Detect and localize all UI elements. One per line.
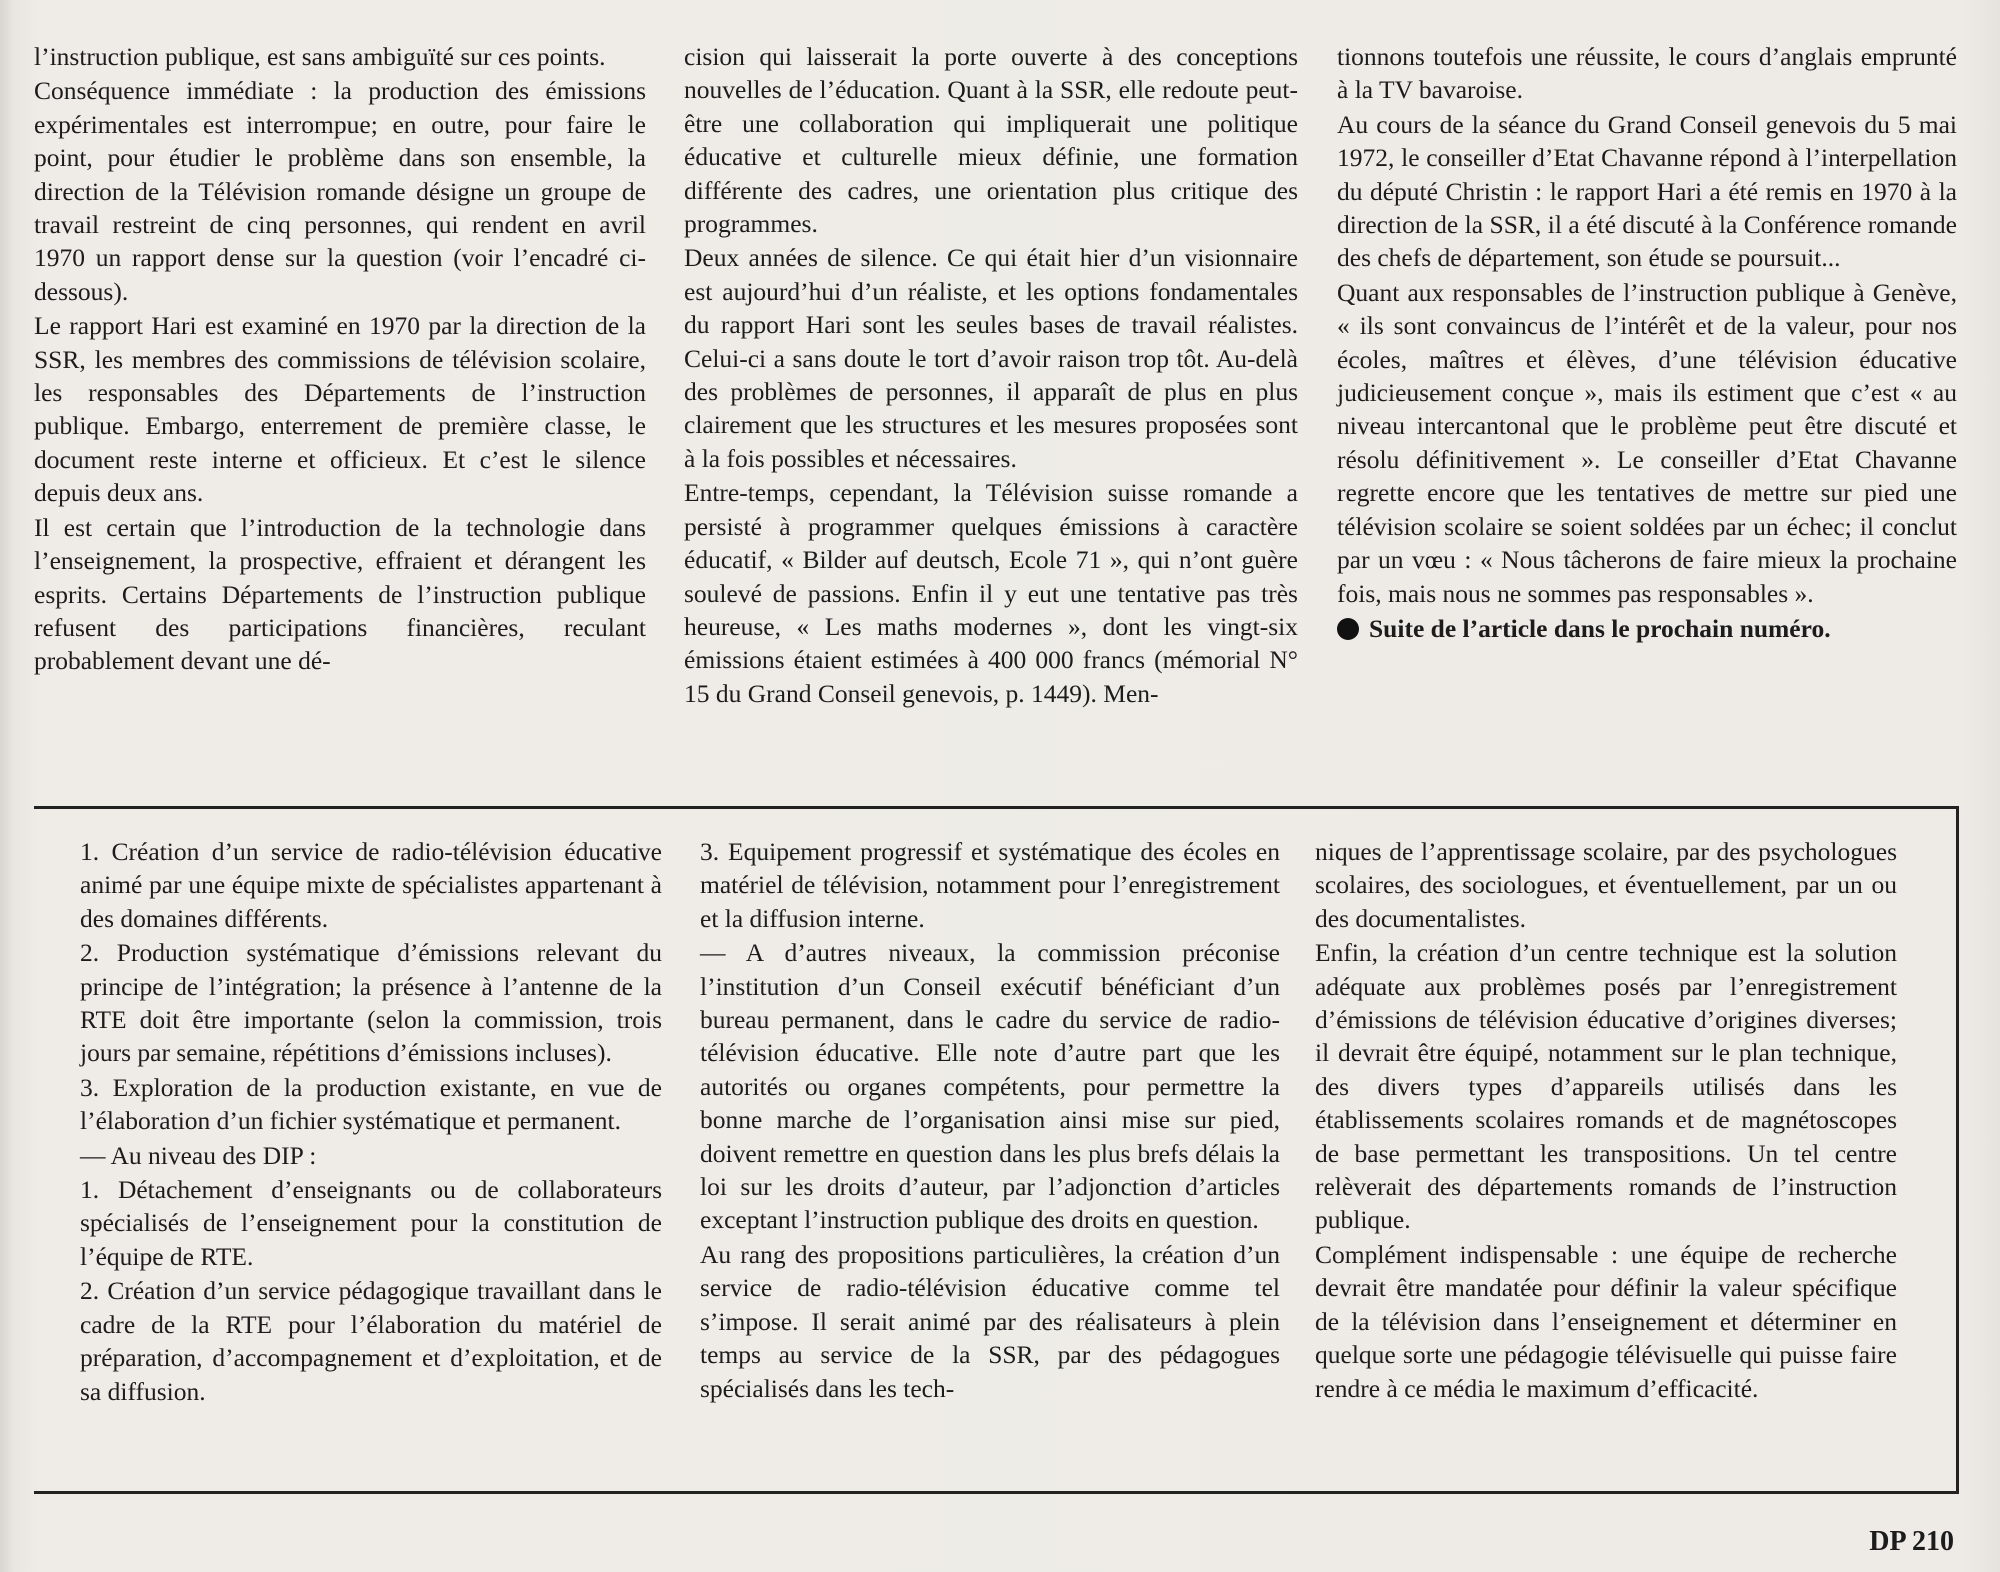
inset-item: 1. Détachement d’enseignants ou de collaborateurs spécialisés de l’enseignement pour la constitution de l’équipe de RTE. [80, 1175, 662, 1271]
continued-note [1337, 612, 1957, 645]
inset-column-2 [700, 835, 1280, 1405]
paragraph: Au cours de la séance du Grand Conseil genevois du 5 mai 1972, le conseiller d’Etat Chavanne répond à l’interpellation du député Christin : le rapport Hari a été remis en 1970 à la direction de la SSR, il a été discuté à la Conférence romande des chefs de département, son étude se poursuit... [1337, 109, 1957, 273]
paragraph: l’instruction publique, est sans ambiguïté sur ces points. [34, 42, 606, 71]
paragraph: Entre-temps, cependant, la Télévision suisse romande a persisté à programmer quelques émissions à caractère éducatif, « Bilder auf deutsch, Ecole 71 », qui n’ont guère soulevé de passions. Enfin il y eut une tentative pas très heureuse, « Les maths modernes », dont les vingt-six émissions étaient estimées à 400 000 francs (mémorial N° 15 du Grand Conseil genevois, p. 1449). Men- [684, 478, 1298, 708]
inset-item: 1. Création d’un service de radio-télévision éducative animé par une équipe mixte de spécialistes appartenant à des domaines différents. [80, 837, 662, 933]
paragraph: tionnons toutefois une réussite, le cours d’anglais emprunté à la TV bavaroise. [1337, 42, 1957, 105]
inset-item: Complément indispensable : une équipe de recherche devrait être mandatée pour définir la valeur spécifique de la télévision dans l’enseignement et déterminer en quelque sorte une pédagogie télévisuelle qui puisse faire rendre à ce média le maximum d’efficacité. [1315, 1239, 1897, 1403]
inset-column-1 [80, 835, 662, 1408]
inset-item: Enfin, la création d’un centre technique est la solution adéquate aux problèmes posés par l’enregistrement d’émissions de télévision éducative d’origines diverses; il devrait être équipé, notamment sur le plan technique, des divers types d’appareils utilisés dans les établissements scolaires romands et de magnétoscopes de base permettant les transpositions. Un tel centre relèverait des départements romands de l’instruction publique. [1315, 938, 1897, 1235]
inset-item: 2. Production systématique d’émissions relevant du principe de l’intégration; la présence à l’antenne de la RTE doit être importante (selon la commission, trois jours par semaine, répétitions d’émissions incluses). [80, 938, 662, 1068]
bullet-icon [1337, 618, 1359, 640]
paragraph: Deux années de silence. Ce qui était hier d’un visionnaire est aujourd’hui d’un réaliste, et les options fondamentales du rapport Hari sont les seules bases de travail réalistes. Celui-ci a sans doute le tort d’avoir raison trop tôt. Au-delà des problèmes de personnes, il apparaît de plus en plus clairement que les structures et les mesures proposées sont à la fois possibles et nécessaires. [684, 243, 1298, 473]
inset-subheading: — Au niveau des DIP : [80, 1140, 317, 1170]
inset-column-3 [1315, 835, 1897, 1405]
paragraph: Il est certain que l’introduction de la technologie dans l’enseignement, la prospective, effraient et dérangent les esprits. Certains Départements de l’instruction publique refusent des participations financières, reculant probablement devant une dé- [34, 512, 646, 676]
inset-item: 2. Création d’un service pédagogique travaillant dans le cadre de la RTE pour l’élaboration du matériel de préparation, d’accompagnement et d’exploitation, et de sa diffusion. [80, 1276, 662, 1406]
inset-item: 3. Equipement progressif et systématique des écoles en matériel de télévision, notamment pour l’enregistrement et la diffusion interne. [700, 837, 1280, 933]
paragraph: Le rapport Hari est examiné en 1970 par la direction de la SSR, les membres des commissions de télévision scolaire, les responsables des Départements de l’instruction publique. Embargo, enterrement de première classe, le document reste interne et officieux. Et c’est le silence depuis deux ans. [34, 311, 646, 508]
continued-text: Suite de l’article dans le prochain numéro. [1369, 613, 1831, 643]
article-column-1 [34, 40, 646, 678]
inset-item: — A d’autres niveaux, la commission préconise l’institution d’un Conseil exécutif bénéficiant d’un bureau permanent, dans le cadre du service de radio-télévision éducative. Elle note d’autre part que les autorités ou organes compétents, pour permettre la bonne marche de l’organisation ainsi mise sur pied, doivent remettre en question dans les plus brefs délais la loi sur les droits d’auteur, par l’adjonction d’articles exceptant l’instruction publique des droits en question. [700, 938, 1280, 1235]
paragraph: cision qui laisserait la porte ouverte à des conceptions nouvelles de l’éducation. Quant à la SSR, elle redoute peut-être une collaboration qui impliquerait une politique éducative et culturelle mieux définie, une formation différente des cadres, une orientation plus critique des programmes. [684, 42, 1298, 239]
paragraph: Conséquence immédiate : la production des émissions expérimentales est interrompue; en outre, pour faire le point, pour étudier le problème dans son ensemble, la direction de la Télévision romande désigne un groupe de travail restreint de cinq personnes, qui rendent en avril 1970 un rapport dense sur la question (voir l’encadré ci-dessous). [34, 76, 646, 306]
inset-item: Au rang des propositions particulières, la création d’un service de radio-télévision éducative comme tel s’impose. Il serait animé par des réalisateurs à plein temps au service de la SSR, par des pédagogues spécialisés dans les tech- [700, 1239, 1280, 1403]
article-column-2 [684, 40, 1298, 710]
inset-item: 3. Exploration de la production existante, en vue de l’élaboration d’un fichier systématique et permanent. [80, 1072, 662, 1136]
paragraph: Quant aux responsables de l’instruction publique à Genève, « ils sont convaincus de l’intérêt et de la valeur, pour nos écoles, maîtres et élèves, d’une télévision éducative judicieusement conçue », mais ils estiment que c’est « au niveau intercantonal que le problème peut être discuté et résolu définitivement ». Le conseiller d’Etat Chavanne regrette encore que les tentatives de mettre sur pied une télévision scolaire se soient soldées par un échec; il conclut par un vœu : « Nous tâcherons de faire mieux la prochaine fois, mais nous ne sommes pas responsables ». [1337, 277, 1957, 608]
article-column-3 [1337, 40, 1957, 645]
inset-item: niques de l’apprentissage scolaire, par des psychologues scolaires, des sociologues, et éventuellement, par un ou des documentalistes. [1315, 837, 1897, 933]
page-reference: DP 210 [1869, 1526, 1954, 1557]
